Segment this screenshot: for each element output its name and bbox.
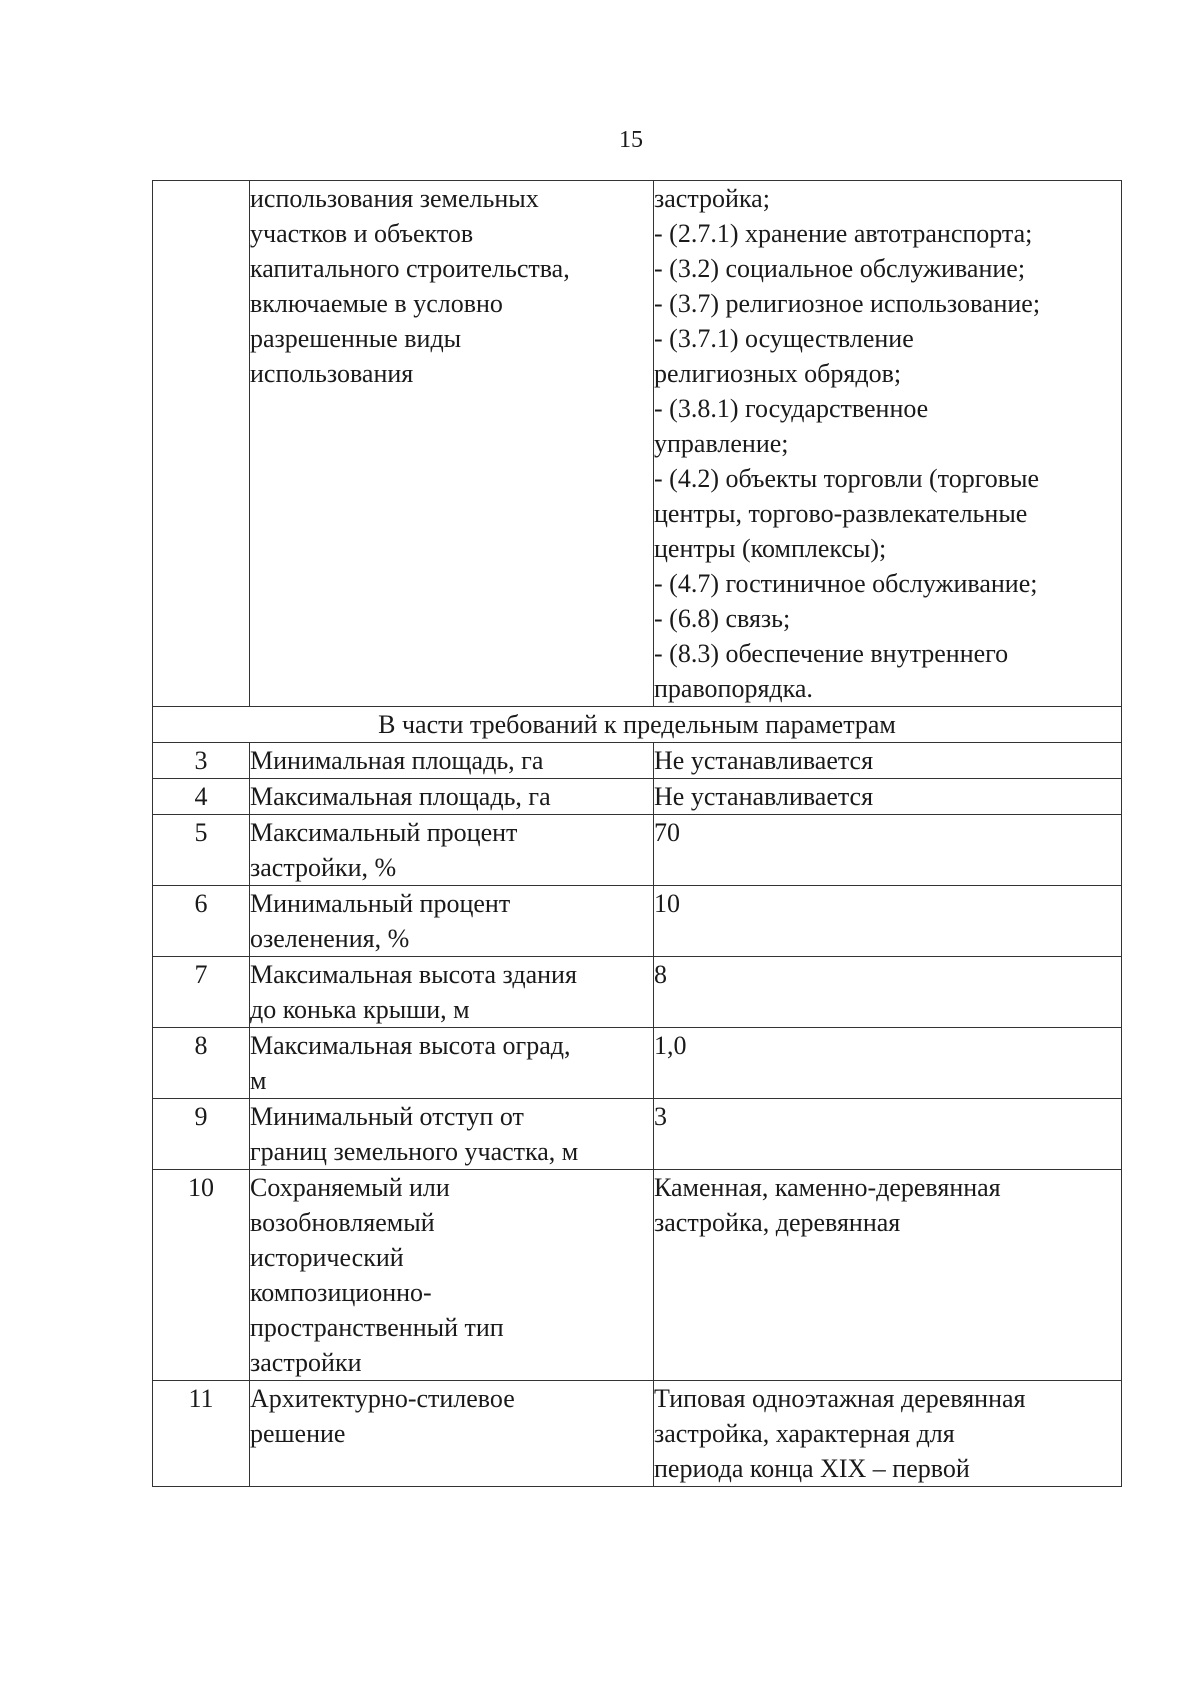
row-value-line: центры (комплексы);: [654, 534, 887, 563]
row-name-line: застройки, %: [250, 853, 397, 882]
table-row: [153, 886, 1122, 957]
row-value-line: правопорядка.: [654, 674, 813, 703]
row-name-cell: [250, 743, 654, 779]
row-number-cell: 3: [153, 743, 250, 779]
row-value-line: - (6.8) связь;: [654, 604, 791, 633]
row-number-cell: 5: [153, 815, 250, 886]
row-value-cell: [654, 1028, 1122, 1099]
table-body: [153, 181, 1122, 1487]
row-name-line: пространственный тип: [250, 1313, 504, 1342]
row-name-line: до конька крыши, м: [250, 995, 470, 1024]
row-name-line: Максимальная высота оград,: [250, 1031, 571, 1060]
row-name-line: участков и объектов: [250, 219, 474, 248]
row-value-line: 10: [654, 889, 680, 918]
row-name-line: решение: [250, 1419, 346, 1448]
row-name-line: возобновляемый: [250, 1208, 435, 1237]
row-name-line: разрешенные виды: [250, 324, 462, 353]
row-value-cell: [654, 1381, 1122, 1487]
table-row-continuation: [153, 181, 1122, 707]
row-value-line: Не устанавливается: [654, 782, 874, 811]
table-row: [153, 779, 1122, 815]
row-number-cell: 7: [153, 957, 250, 1028]
row-name-line: включаемые в условно: [250, 289, 503, 318]
row-value-cell: [654, 1170, 1122, 1381]
row-value-line: центры, торгово-развлекательные: [654, 499, 1028, 528]
row-name-cell: [250, 1381, 654, 1487]
row-name-line: использования: [250, 359, 414, 388]
row-name-line: исторический: [250, 1243, 404, 1272]
table-row: [153, 1381, 1122, 1487]
row-name-cell: [250, 1170, 654, 1381]
table-row: [153, 743, 1122, 779]
row-name-line: Максимальная площадь, га: [250, 782, 551, 811]
row-value-cell: [654, 743, 1122, 779]
row-name-cell: [250, 957, 654, 1028]
row-name-line: границ земельного участка, м: [250, 1137, 579, 1166]
row-name-line: озеленения, %: [250, 924, 410, 953]
row-name-cell: [250, 815, 654, 886]
row-name-line: застройки: [250, 1348, 362, 1377]
row-number-cell: 10: [153, 1170, 250, 1381]
row-value-line: Не устанавливается: [654, 746, 874, 775]
row-value-cell: [654, 815, 1122, 886]
row-value-line: - (3.7) религиозное использование;: [654, 289, 1041, 318]
row-name-line: использования земельных: [250, 184, 539, 213]
row-value-line: 8: [654, 960, 667, 989]
row-value-line: - (8.3) обеспечение внутреннего: [654, 639, 1009, 668]
row-name-line: Сохраняемый или: [250, 1173, 450, 1202]
row-value-cell: [654, 779, 1122, 815]
row-name-line: Минимальный отступ от: [250, 1102, 524, 1131]
table-row: [153, 957, 1122, 1028]
row-value-line: управление;: [654, 429, 789, 458]
row-value-line: - (3.7.1) осуществление: [654, 324, 914, 353]
table-row: [153, 1028, 1122, 1099]
row-name-cell: [250, 779, 654, 815]
row-value-line: застройка, деревянная: [654, 1208, 901, 1237]
row-value-line: застройка, характерная для: [654, 1419, 955, 1448]
row-value-line: Каменная, каменно-деревянная: [654, 1173, 1001, 1202]
row-number-cell: 6: [153, 886, 250, 957]
section-heading-row: [153, 707, 1122, 743]
row-name-line: композиционно-: [250, 1278, 432, 1307]
row-name-line: капитального строительства,: [250, 254, 570, 283]
row-name-line: Архитектурно-стилевое: [250, 1384, 515, 1413]
row-number-cell: 11: [153, 1381, 250, 1487]
row-value-line: - (2.7.1) хранение автотранспорта;: [654, 219, 1033, 248]
row-value-line: - (4.7) гостиничное обслуживание;: [654, 569, 1038, 598]
row-number-cell: [153, 181, 250, 707]
row-value-line: застройка;: [654, 184, 770, 213]
row-value-line: Типовая одноэтажная деревянная: [654, 1384, 1026, 1413]
row-name-cell: [250, 1028, 654, 1099]
section-heading: В части требований к предельным параметрам: [153, 707, 1122, 743]
row-name-line: Минимальная площадь, га: [250, 746, 544, 775]
row-name-line: Максимальная высота здания: [250, 960, 577, 989]
row-number-cell: 4: [153, 779, 250, 815]
row-name-cell: [250, 181, 654, 707]
table-row: [153, 815, 1122, 886]
row-value-line: 1,0: [654, 1031, 687, 1060]
parameters-table: [152, 180, 1122, 1487]
row-name-line: Максимальный процент: [250, 818, 518, 847]
row-value-line: - (4.2) объекты торговли (торговые: [654, 464, 1039, 493]
row-number-cell: 9: [153, 1099, 250, 1170]
row-name-line: Минимальный процент: [250, 889, 511, 918]
row-value-cell: [654, 1099, 1122, 1170]
page-number: 15: [619, 127, 643, 153]
row-value-line: - (3.2) социальное обслуживание;: [654, 254, 1026, 283]
row-value-cell: [654, 181, 1122, 707]
row-name-cell: [250, 886, 654, 957]
row-value-line: религиозных обрядов;: [654, 359, 902, 388]
row-value-line: периода конца XIX – первой: [654, 1454, 970, 1483]
table-row: [153, 1170, 1122, 1381]
row-number-cell: 8: [153, 1028, 250, 1099]
row-value-cell: [654, 886, 1122, 957]
row-value-line: 70: [654, 818, 680, 847]
row-name-line: м: [250, 1066, 267, 1095]
row-value-line: - (3.8.1) государственное: [654, 394, 929, 423]
row-name-cell: [250, 1099, 654, 1170]
row-value-cell: [654, 957, 1122, 1028]
row-value-line: 3: [654, 1102, 667, 1131]
table-row: [153, 1099, 1122, 1170]
